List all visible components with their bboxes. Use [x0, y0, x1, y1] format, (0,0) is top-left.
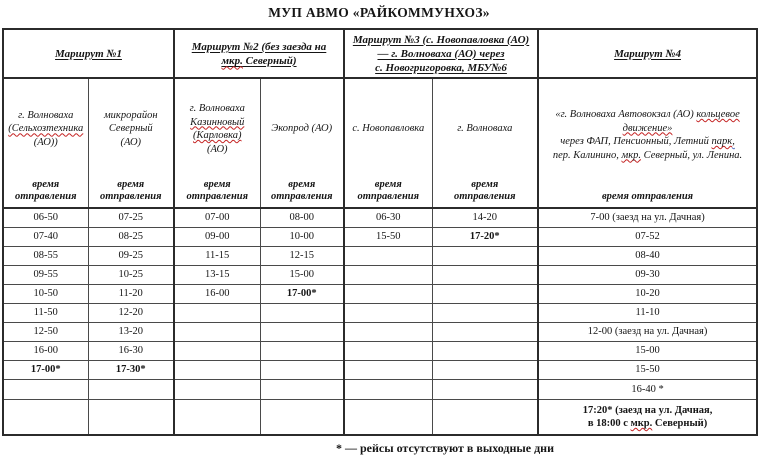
departure-time-label: время отправления — [99, 179, 162, 202]
time-cell — [432, 303, 538, 322]
time-cell — [432, 360, 538, 379]
time-cell — [344, 399, 432, 435]
time-cell — [174, 303, 260, 322]
time-cell — [344, 265, 432, 284]
time-cell: 11-10 — [538, 303, 757, 322]
time-cell: 15-00 — [538, 341, 757, 360]
station-name: г. Волноваха — [457, 123, 513, 135]
station-header-6 — [432, 78, 538, 208]
time-cell: 15-00 — [260, 265, 344, 284]
time-cell: 06-30 — [344, 208, 432, 227]
time-cell: 17-30* — [88, 360, 174, 379]
time-cell: 08-40 — [538, 246, 757, 265]
time-cell: 12-00 (заезд на ул. Дачная) — [538, 322, 757, 341]
departure-time-label: время отправления — [453, 179, 516, 202]
time-cell: 13-15 — [174, 265, 260, 284]
time-cell: 08-00 — [260, 208, 344, 227]
station-header-2 — [88, 78, 174, 208]
time-cell — [88, 399, 174, 435]
time-cell — [88, 379, 174, 399]
departure-time-label: время отправления — [14, 179, 77, 202]
time-cell — [432, 284, 538, 303]
time-cell — [174, 360, 260, 379]
time-cell: 17:20* (заезд на ул. Дачная, в 18:00 с мкр. Северный) — [538, 399, 757, 435]
time-cell — [174, 399, 260, 435]
time-cell: 07-52 — [538, 227, 757, 246]
station-name: микрорайон Северный (АО) — [103, 109, 158, 148]
time-cell: 10-00 — [260, 227, 344, 246]
time-cell — [260, 322, 344, 341]
time-cell: 09-30 — [538, 265, 757, 284]
station-name: г. Волноваха Казинновый (Карловка) (АО) — [189, 103, 245, 155]
time-cell: 08-25 — [88, 227, 174, 246]
time-cell — [260, 341, 344, 360]
station-header-1 — [3, 78, 88, 208]
time-cell — [174, 322, 260, 341]
bus-schedule-table — [2, 28, 758, 436]
time-cell — [432, 265, 538, 284]
time-cell — [432, 246, 538, 265]
document-title: МУП АВМО «РАЙКОММУНХОЗ» — [268, 5, 490, 20]
time-cell: 12-20 — [88, 303, 174, 322]
route-header-1: Маршрут №1 — [3, 29, 174, 78]
time-cell: 09-55 — [3, 265, 88, 284]
time-cell — [432, 341, 538, 360]
departure-time-label: время отправления — [601, 191, 694, 202]
route-header-4: Маршрут №4 — [538, 29, 757, 78]
time-cell: 07-40 — [3, 227, 88, 246]
time-cell — [344, 341, 432, 360]
time-cell: 11-50 — [3, 303, 88, 322]
route-header-3: Маршрут №3 (с. Новопавловка (АО) — г. Волноваха (АО) через с. Новогригоровка, МБУ№6 — [344, 29, 538, 78]
time-cell — [3, 399, 88, 435]
time-cell: 16-40 * — [538, 379, 757, 399]
time-cell: 08-55 — [3, 246, 88, 265]
station-name: Экопрод (АО) — [271, 123, 333, 135]
time-cell: 10-20 — [538, 284, 757, 303]
time-cell: 16-00 — [3, 341, 88, 360]
time-cell: 17-20* — [432, 227, 538, 246]
station-header-3 — [174, 78, 260, 208]
time-cell — [3, 379, 88, 399]
time-cell — [344, 379, 432, 399]
time-cell — [260, 399, 344, 435]
time-cell: 11-15 — [174, 246, 260, 265]
time-cell: 07-25 — [88, 208, 174, 227]
time-cell — [260, 303, 344, 322]
time-cell: 10-25 — [88, 265, 174, 284]
time-cell: 11-20 — [88, 284, 174, 303]
time-cell: 09-25 — [88, 246, 174, 265]
station-header-5 — [344, 78, 432, 208]
time-cell: 16-00 — [174, 284, 260, 303]
time-cell: 7-00 (заезд на ул. Дачная) — [538, 208, 757, 227]
station-name: с. Новопавловка — [352, 123, 425, 135]
time-cell: 12-15 — [260, 246, 344, 265]
time-cell: 16-30 — [88, 341, 174, 360]
time-cell: 17-00* — [260, 284, 344, 303]
time-cell — [174, 341, 260, 360]
time-cell: 17-00* — [3, 360, 88, 379]
time-cell: 13-20 — [88, 322, 174, 341]
departure-time-label: время отправления — [186, 179, 249, 202]
departure-time-label: время отправления — [357, 179, 420, 202]
time-cell: 14-20 — [432, 208, 538, 227]
route-header-2: Маршрут №2 (без заезда на мкр. Северный) — [174, 29, 344, 78]
time-cell — [344, 246, 432, 265]
time-cell: 15-50 — [538, 360, 757, 379]
station-header-4 — [260, 78, 344, 208]
schedule-body — [3, 29, 757, 435]
time-cell: 06-50 — [3, 208, 88, 227]
time-cell — [432, 379, 538, 399]
time-cell — [260, 360, 344, 379]
time-cell — [344, 303, 432, 322]
time-cell: 15-50 — [344, 227, 432, 246]
time-cell — [344, 360, 432, 379]
time-cell — [260, 379, 344, 399]
station-header-7 — [538, 78, 757, 208]
time-cell: 07-00 — [174, 208, 260, 227]
station-name: «г. Волноваха Автовокзал (АО) кольцевое движение» через ФАП, Пенсионный, Летний парк, пер. Калинино, мкр. Северный, ул. Ленина. — [552, 109, 743, 161]
time-cell — [432, 322, 538, 341]
footnote: * — рейсы отсутствуют в выходные дни — [335, 441, 554, 455]
time-cell: 09-00 — [174, 227, 260, 246]
time-cell: 10-50 — [3, 284, 88, 303]
time-cell — [432, 399, 538, 435]
time-cell — [174, 379, 260, 399]
time-cell — [344, 284, 432, 303]
departure-time-label: время отправления — [270, 179, 333, 202]
time-cell: 12-50 — [3, 322, 88, 341]
time-cell — [344, 322, 432, 341]
station-name: г. Волноваха (Сельхозтехника (АО)) — [8, 109, 84, 148]
